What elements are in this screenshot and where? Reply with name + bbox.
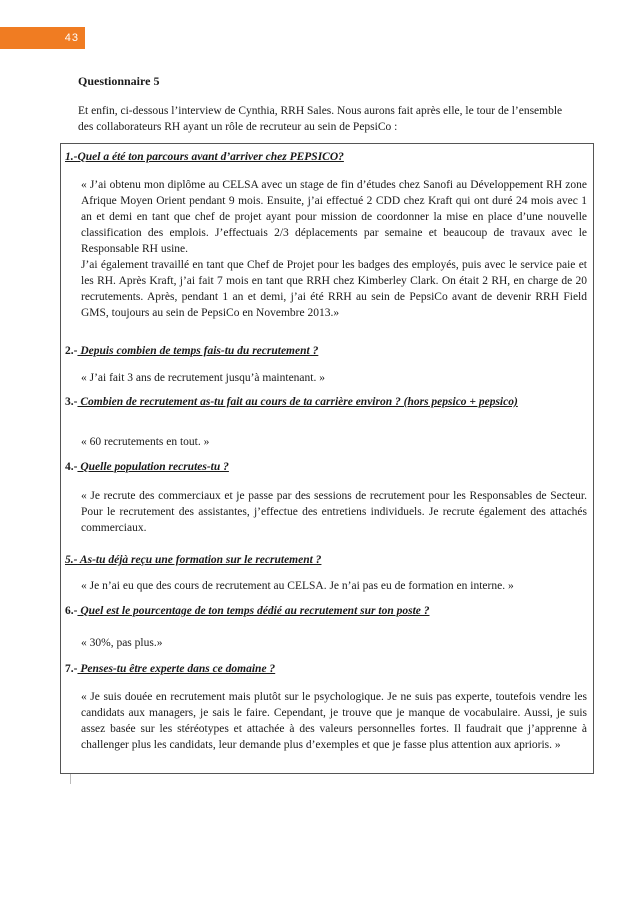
question-number: 5.- — [65, 554, 78, 566]
intro-paragraph: Et enfin, ci-dessous l’interview de Cynthia, RRH Sales. Nous aurons fait après elle, le tour de l’ensemble des collaborateurs RH ayant un rôle de recruteur au sein de PepsiCo : — [78, 105, 563, 133]
answer-paragraph: « 60 recrutements en tout. » — [81, 436, 210, 448]
question-number: 3.- — [65, 396, 78, 408]
answer-paragraph: « Je n’ai eu que des cours de recrutement au CELSA. Je n’ai pas eu de formation en interne. » — [81, 580, 514, 592]
question-7 — [65, 661, 585, 677]
question-number: 1.- — [65, 151, 78, 163]
answer-4 — [81, 488, 587, 536]
question-number: 2.- — [65, 345, 78, 357]
question-text: Penses-tu être experte dans ce domaine ? — [77, 663, 276, 675]
question-6 — [65, 603, 585, 619]
page-number-badge: 43 — [0, 27, 85, 49]
question-text: As-tu déjà reçu une formation sur le recrutement ? — [77, 554, 322, 566]
question-number: 7.- — [65, 663, 78, 675]
question-text: Depuis combien de temps fais-tu du recrutement ? — [77, 345, 319, 357]
box-divider — [70, 774, 71, 784]
answer-paragraph: « Je suis douée en recrutement mais plutôt sur le psychologique. Je ne suis pas experte, toutefois vendre les candidats aux managers, je sais le faire. Cependant, je trouve que je manque de vocabulaire. Aussi, je suis assez basée sur les stéréotypes et attachée à des valeurs personnelles fortes. Il faudrait que j’apprenne à challenger plus les candidats, leur demande plus d’exemples et que je fasse plus attention aux aprioris. » — [81, 691, 587, 751]
answer-7 — [81, 689, 587, 753]
answer-2 — [81, 370, 587, 386]
answer-paragraph: « Je recrute des commerciaux et je passe par des sessions de recrutement pour les Responsables de Secteur. Pour le recrutement des assistantes, j’effectue des entretiens individuels. Je recrute également des attachés commerciaux. — [81, 490, 587, 534]
answer-5 — [81, 578, 587, 594]
question-text: Combien de recrutement as-tu fait au cours de ta carrière environ ? (hors pepsico + pepsico) — [77, 396, 518, 408]
answer-paragraph: « J’ai fait 3 ans de recrutement jusqu’à maintenant. » — [81, 372, 325, 384]
question-text: Quel a été ton parcours avant d’arriver chez PEPSICO? — [77, 151, 344, 163]
question-text: Quel est le pourcentage de ton temps dédié au recrutement sur ton poste ? — [77, 605, 430, 617]
question-2 — [65, 343, 585, 359]
section-heading: Questionnaire 5 — [78, 74, 160, 88]
question-3 — [65, 394, 585, 410]
question-number: 6.- — [65, 605, 78, 617]
question-text: Quelle population recrutes-tu ? — [77, 461, 229, 473]
answer-paragraph: « J’ai obtenu mon diplôme au CELSA avec un stage de fin d’études chez Sanofi au Développement RH zone Afrique Moyen Orient pendant 9 mois. Ensuite, j’ai effectué 2 CDD chez Kraft qui ont duré 24 mois avec 1 an et demi en tant que chef de projet ayant pour mission de coordonner la mise en place d’une nouvelle classification des emplois. J’effectuais 2/3 déplacements par semaine et beaucoup de travaux avec le Responsable RH usine. — [81, 179, 587, 255]
answer-6 — [81, 635, 587, 651]
question-1 — [65, 149, 585, 165]
questionnaire-box — [60, 143, 594, 774]
question-5 — [65, 552, 585, 568]
question-number: 4.- — [65, 461, 78, 473]
answer-3 — [81, 434, 587, 450]
answer-paragraph: « 30%, pas plus.» — [81, 637, 163, 649]
answer-paragraph: J’ai également travaillé en tant que Chef de Projet pour les badges des employés, puis avec le service paie et les RH. Après Kraft, j’ai fait 7 mois en tant que RRH chez Kimberley Clark. On était 2 RH, en charge de 20 recrutements. Après, pendant 1 an et demi, j’ai été RRH au sein de PepsiCo avant de devenir RRH Field GMS, toujours au sein de PepsiCo en Novembre 2013.» — [81, 259, 587, 319]
question-4 — [65, 459, 585, 475]
answer-1 — [81, 177, 587, 321]
